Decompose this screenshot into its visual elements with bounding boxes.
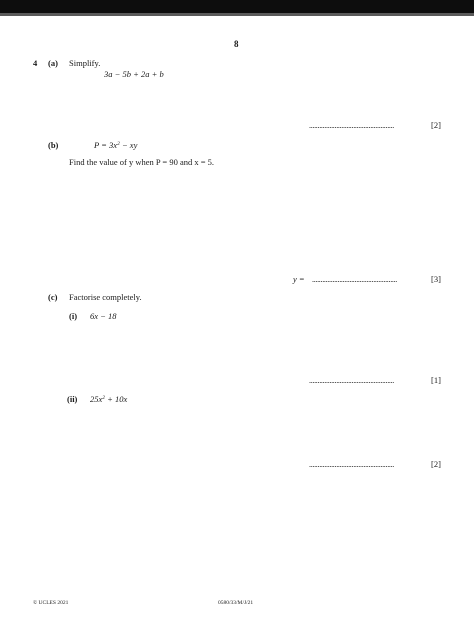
page-number: 8: [234, 39, 239, 49]
part-a-answer-line[interactable]: ..................................................: [309, 121, 395, 130]
question-number: 4: [33, 58, 38, 68]
part-c-i-marks: [1]: [431, 375, 441, 385]
part-c-ii-expression-base: 25x: [90, 394, 103, 404]
part-a-label: (a): [48, 58, 58, 68]
footer-paper-code: 0580/33/M/J/21: [218, 600, 254, 606]
footer-copyright: © UCLES 2021: [33, 600, 69, 606]
part-c-ii-marks: [2]: [431, 459, 441, 469]
part-b-label: (b): [48, 140, 59, 150]
part-c-ii-answer-line[interactable]: ..................................................: [309, 460, 395, 469]
part-a-expression: 3a − 5b + 2a + b: [104, 69, 164, 79]
part-c-instruction: Factorise completely.: [69, 292, 142, 302]
part-b-answer-prefix: y =: [293, 274, 305, 284]
part-a-instruction: Simplify.: [69, 58, 101, 68]
part-c-label: (c): [48, 292, 58, 302]
top-band-divider: [0, 13, 474, 16]
part-b-formula-rhs: − xy: [119, 140, 138, 150]
part-b-formula: [94, 141, 137, 150]
part-c-i-answer-line[interactable]: ..................................................: [309, 376, 395, 385]
part-c-ii-label: (ii): [67, 394, 78, 404]
part-b-formula-power: 2: [117, 141, 120, 147]
part-c-i-label: (i): [69, 311, 78, 321]
part-b-formula-lhs: P = 3x: [94, 140, 118, 150]
top-dark-band: [0, 0, 474, 13]
part-c-i-expression: 6x − 18: [90, 311, 117, 321]
part-b-instruction: Find the value of y when P = 90 and x = 5.: [69, 157, 215, 167]
part-a-marks: [2]: [431, 120, 441, 130]
part-b-marks: [3]: [431, 274, 441, 284]
part-c-ii-expression-rest: + 10x: [105, 394, 128, 404]
part-b-answer-line[interactable]: ..................................................: [312, 275, 398, 284]
part-c-ii-expression-power: 2: [102, 395, 106, 401]
part-c-ii-expression: [90, 395, 127, 404]
